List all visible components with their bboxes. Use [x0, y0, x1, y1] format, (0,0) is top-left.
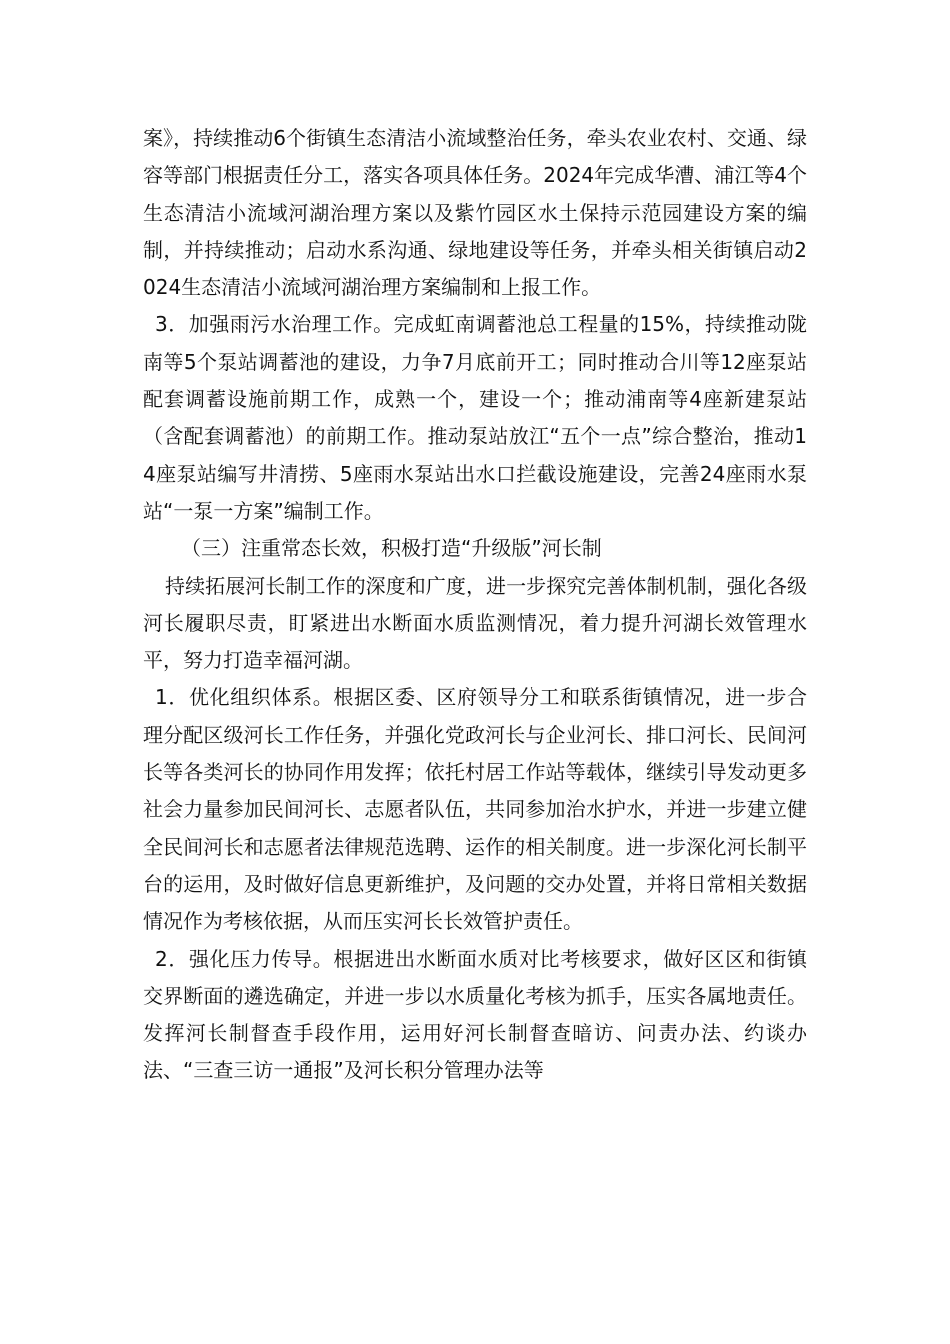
- paragraph-intro: 持续拓展河长制工作的深度和广度，进一步探究完善体制机制，强化各级河长履职尽责，盯紧进出水断面水质监测情况，着力提升河湖长效管理水平，努力打造幸福河湖。: [143, 573, 807, 673]
- paragraph-continuation: 案》，持续推动6个街镇生态清洁小流域整治任务，牵头农业农村、交通、绿容等部门根据责任分工，落实各项具体任务。2024年完成华漕、浦江等4个生态清洁小流域河湖治理方案以及紫竹园区水土保持示范园建设方案的编制，并持续推动；启动水系沟通、绿地建设等任务，并牵头相关街镇启动2024生态清洁小流域河湖治理方案编制和上报工作。: [143, 126, 807, 300]
- section-heading: （三）注重常态长效，积极打造“升级版”河长制: [181, 536, 602, 561]
- paragraph-item-3: 3．加强雨污水治理工作。完成虹南调蓄池总工程量的15%，持续推动陇南等5个泵站调蓄池的建设，力争7月底前开工；同时推动合川等12座泵站配套调蓄设施前期工作，成熟一个，建设一个；推动浦南等4座新建泵站（含配套调蓄池）的前期工作。推动泵站放江“五个一点”综合整治，推动14座泵站编写井清捞、5座雨水泵站出水口拦截设施建设，完善24座雨水泵站“一泵一方案”编制工作。: [143, 312, 807, 523]
- paragraph-item-2: 2．强化压力传导。根据进出水断面水质对比考核要求，做好区区和街镇交界断面的遴选确定，并进一步以水质量化考核为抓手，压实各属地责任。发挥河长制督查手段作用，运用好河长制督查暗访、问责办法、约谈办法、“三查三访一通报”及河长积分管理办法等: [143, 946, 807, 1083]
- paragraph-item-1: 1．优化组织体系。根据区委、区府领导分工和联系街镇情况，进一步合理分配区级河长工作任务，并强化党政河长与企业河长、排口河长、民间河长等各类河长的协同作用发挥；依托村居工作站等载体，继续引导发动更多社会力量参加民间河长、志愿者队伍，共同参加治水护水，并进一步建立健全民间河长和志愿者法律规范选聘、运作的相关制度。进一步深化河长制平台的运用，及时做好信息更新维护，及问题的交办处置，并将日常相关数据情况作为考核依据，从而压实河长长效管护责任。: [143, 685, 807, 934]
- document-body: [143, 120, 807, 1090]
